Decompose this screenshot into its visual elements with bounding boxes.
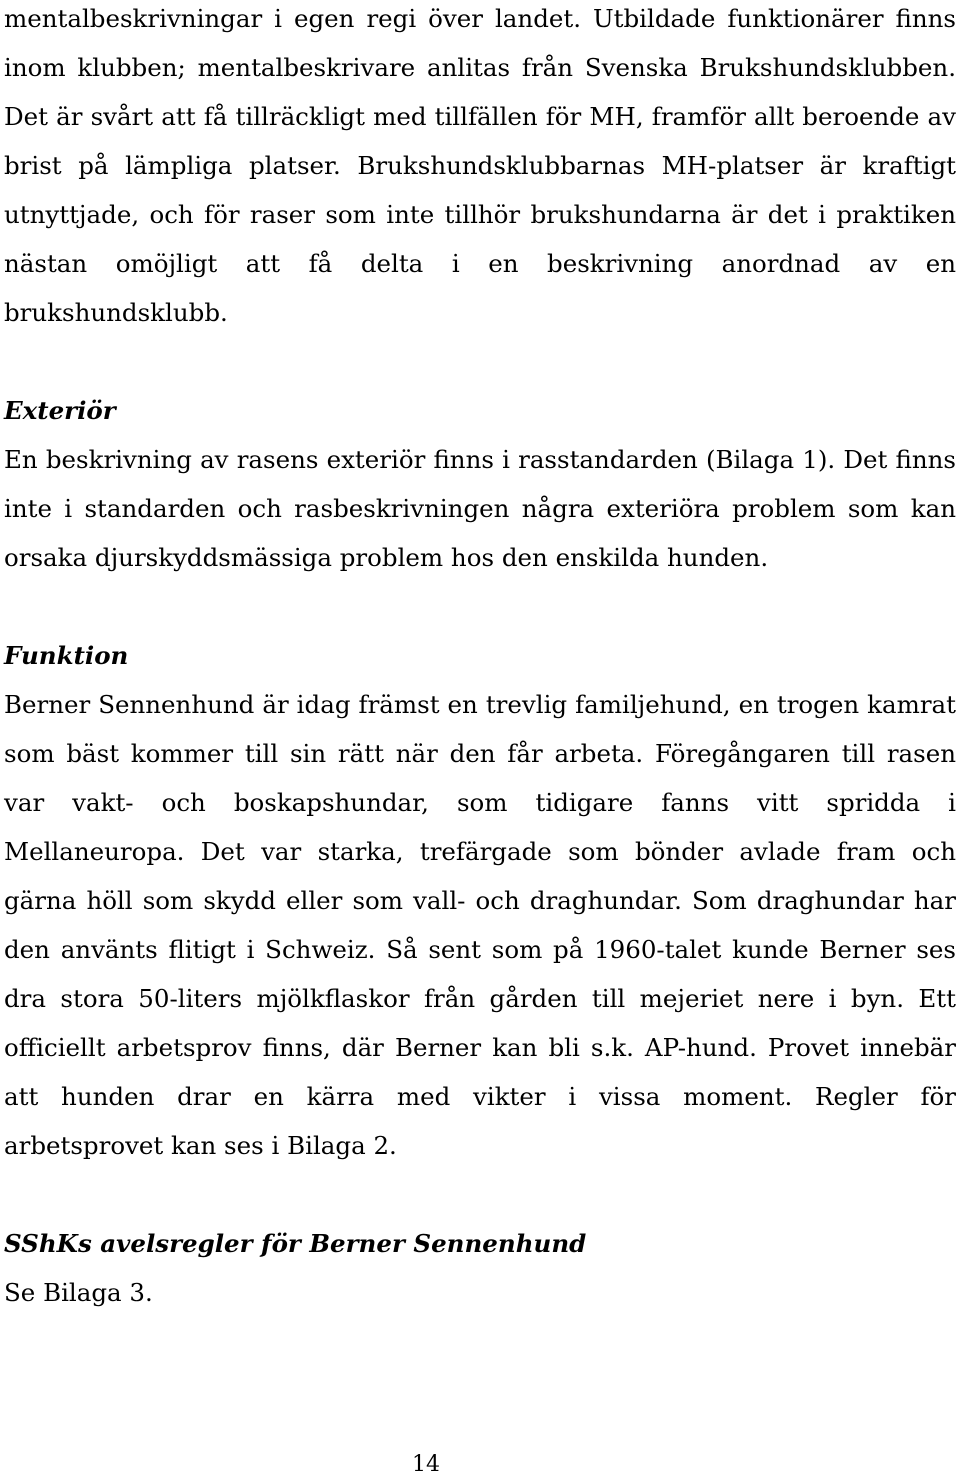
section-body-function: Berner Sennenhund är idag främst en trevlig familjehund, en trogen kamrat som bäst kommer till sin rätt när den får arbeta. Föregångaren till rasen var vakt- och boskapshundar, som tidigare fanns vitt spridda i Mellaneuropa. Det var starka, trefärgade som bönder avlade fram och gärna höll som skydd eller som vall- och draghundar. Som draghundar har den använts flitigt i Schweiz. Så sent som på 1960-talet kunde Berner ses dra stora 50-liters mjölkflaskor från gården till mejeriet nere i byn. Ett officiellt arbetsprov finns, där Berner kan bli s.k. AP-hund. Provet innebär att hunden drar en kärra med vikter i vissa moment. Regler för arbetsprovet kan ses i Bilaga 2. (4, 690, 956, 1160)
section-spacer (4, 582, 956, 631)
section-heading-breeding-rules: SShKs avelsregler för Berner Sennenhund (4, 1229, 587, 1258)
document-page (4, 0, 956, 1317)
section-spacer (4, 1170, 956, 1219)
section-heading-function: Funktion (4, 641, 129, 670)
intro-paragraph: mentalbeskrivningar i egen regi över landet. Utbildade funktionärer finns inom klubben; mentalbeskrivare anlitas från Svenska Brukshundsklubben. Det är svårt att få tillräckligt med tillfällen för MH, framför allt beroende av brist på lämpliga platser. Brukshundsklubbarnas MH-platser är kraftigt utnyttjade, och för raser som inte tillhör brukshundarna är det i praktiken nästan omöjligt att få delta i en beskrivning anordnad av en brukshundsklubb. (4, 4, 956, 327)
page-number: 14 (412, 1452, 440, 1477)
section-spacer (4, 337, 956, 386)
section-body-breeding-rules: Se Bilaga 3. (4, 1278, 153, 1307)
section-body-exterior: En beskrivning av rasens exteriör finns i rasstandarden (Bilaga 1). Det finns inte i standarden och rasbeskrivningen några exteriöra problem som kan orsaka djurskyddsmässiga problem hos den enskilda hunden. (4, 445, 956, 572)
section-heading-exterior: Exteriör (4, 396, 116, 425)
